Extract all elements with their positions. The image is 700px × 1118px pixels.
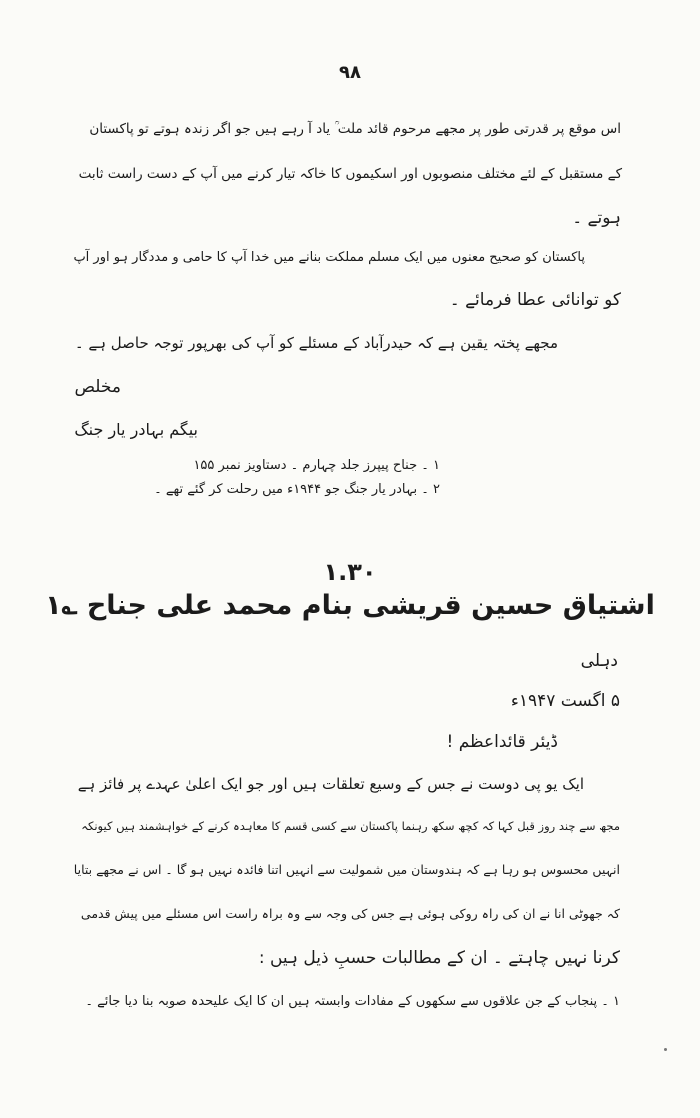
letter-1-paragraph-2-line-1: پاکستان کو صحیح معنوں میں ایک مسلم مملکت بنانے میں خدا آپ کا حامی و مددگار ہو اور آپ — [73, 250, 585, 265]
letter-2-place: دہلی — [580, 651, 618, 671]
letter-2-salutation: ڈیئر قائداعظم ! — [446, 732, 558, 752]
letter-1-paragraph-2-line-2: کو توانائی عطا فرمائے ۔ — [449, 290, 621, 310]
document-number: ۱.۳۰ — [323, 558, 377, 586]
letter-1-paragraph-1-line-3: ہوتے ۔ — [572, 208, 621, 228]
letter-2-body-line-2: مجھ سے چند روز قبل کہا کہ کچھ سکھ رہنما پاکستان سے کسی قسم کا معاہدہ کرنے کے خواہشمند ہیں کیونکہ — [81, 819, 620, 833]
letter-2-date: ۵ اگست ۱۹۴۷ء — [510, 691, 620, 711]
letter-2-body-line-1: ایک یو پی دوست نے جس کے وسیع تعلقات ہیں اور جو ایک اعلیٰ عہدے پر فائز ہے — [77, 775, 584, 793]
letter-2-body-line-4: کہ جھوٹی انا نے ان کی راہ روکی ہوئی ہے جس کی وجہ سے وہ براہ راست اس مسئلے میں پیش قدمی — [80, 906, 620, 921]
letter-1-paragraph-1-line-2: کے مستقبل کے لئے مختلف منصوبوں اور اسکیموں کا خاکہ تیار کرنے میں آپ کے دست راست ثابت — [78, 166, 622, 182]
scan-speck — [664, 1048, 667, 1051]
footnote-1: ۱ ۔ جناح پیپرز جلد چہارم ۔ دستاویز نمبر ۱۵۵ — [193, 458, 440, 473]
page-number: ۹۸ — [339, 62, 361, 83]
letter-1-signature: بیگم بہادر یار جنگ — [74, 420, 198, 439]
letter-1-paragraph-3: مجھے پختہ یقین ہے کہ حیدرآباد کے مسئلے کو آپ کی بھرپور توجہ حاصل ہے ۔ — [74, 334, 558, 352]
letter-1-closing: مخلص — [74, 377, 121, 397]
footnote-2: ۲ ۔ بہادر یار جنگ جو ۱۹۴۴ء میں رحلت کر گئے تھے ۔ — [154, 482, 440, 497]
letter-1-paragraph-1-line-1: اس موقع پر قدرتی طور پر مجھے مرحوم قائد ملت ؒ یاد آ رہے ہیں جو اگر زندہ ہوتے تو پاکستان — [89, 121, 621, 137]
letter-2-body-line-5: کرنا نہیں چاہتے ۔ ان کے مطالبات حسبِ ذیل ہیں : — [258, 948, 620, 968]
letter-2-body-line-6: ۱ ۔ پنجاب کے جن علاقوں سے سکھوں کے مفادات وابستہ ہیں ان کا ایک علیحدہ صوبہ بنا دیا جائے ۔ — [85, 994, 620, 1009]
letter-2-body-line-3: انہیں محسوس ہو رہا ہے کہ ہندوستان میں شمولیت سے انہیں اتنا فائدہ نہیں ہو گا ۔ اس نے مجھے بتایا — [73, 862, 620, 877]
document-title: اشتیاق حسین قریشی بنام محمد علی جناح ؎۱ — [45, 590, 655, 621]
